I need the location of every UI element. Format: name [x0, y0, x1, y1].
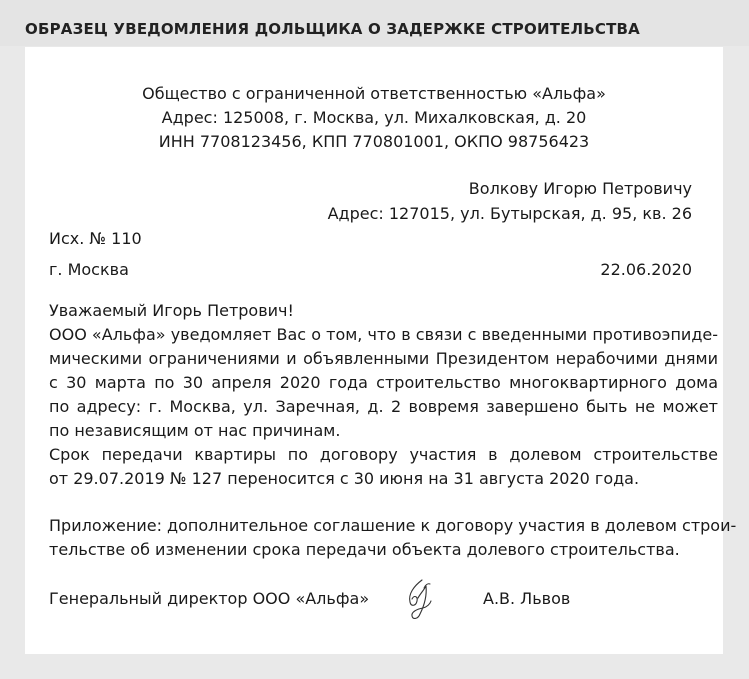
body-line: по независящим от нас причинам.	[49, 421, 341, 440]
body-line: от 29.07.2019 № 127 переносится с 30 июня на 31 августа 2020 года.	[49, 469, 640, 488]
body-line: мическими ограничениями и объявленными Президентом нерабочими днями	[49, 349, 718, 368]
body-line: Срок передачи квартиры по договору участия в долевом строительстве	[49, 445, 718, 464]
signature-icon	[400, 576, 440, 624]
body-line: ООО «Альфа» уведомляет Вас о том, что в связи с введенными противоэпиде-	[49, 325, 718, 344]
body-line: по адресу: г. Москва, ул. Заречная, д. 2 вовремя завершено быть не может	[49, 397, 718, 416]
document-sheet	[25, 47, 737, 654]
header-title: ОБРАЗЕЦ УВЕДОМЛЕНИЯ ДОЛЬЩИКА О ЗАДЕРЖКЕ СТРОИТЕЛЬСТВА	[25, 20, 640, 38]
header-bar	[0, 0, 749, 46]
signer-position: Генеральный директор ООО «Альфа»	[49, 589, 370, 608]
document-date: 22.06.2020	[600, 260, 692, 279]
greeting: Уважаемый Игорь Петрович!	[49, 301, 294, 320]
outgoing-number: Исх. № 110	[49, 229, 142, 248]
attachment-line: Приложение: дополнительное соглашение к договору участия в долевом строи-	[49, 516, 737, 535]
attachment-line: тельстве об изменении срока передачи объекта долевого строительства.	[49, 540, 680, 559]
recipient-name: Волкову Игорю Петровичу	[468, 179, 692, 198]
sender-address: Адрес: 125008, г. Москва, ул. Михалковская, д. 20	[161, 108, 587, 127]
recipient-address: Адрес: 127015, ул. Бутырская, д. 95, кв. 26	[327, 204, 692, 223]
sender-name: Общество с ограниченной ответственностью «Альфа»	[142, 84, 606, 103]
city: г. Москва	[49, 260, 129, 279]
body-line: с 30 марта по 30 апреля 2020 года строительство многоквартирного дома	[49, 373, 718, 392]
sender-requisites: ИНН 7708123456, КПП 770801001, ОКПО 98756423	[158, 132, 590, 151]
signer-name: А.В. Львов	[483, 589, 571, 608]
